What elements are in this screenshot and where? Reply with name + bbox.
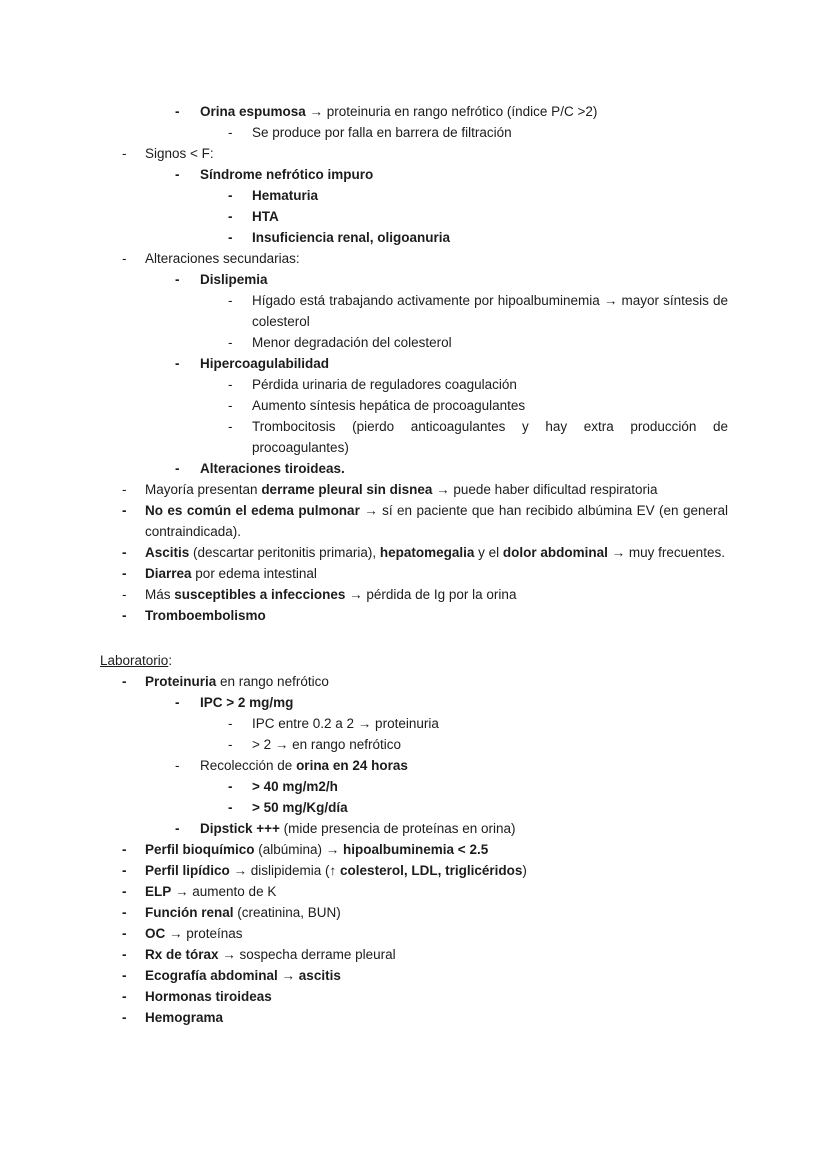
text-segment: Tromboembolismo — [145, 608, 266, 623]
blank-line — [100, 626, 728, 650]
bullet-dash: - — [122, 503, 127, 518]
text-segment: OC — [145, 926, 166, 941]
text-segment: > 50 mg/Kg/día — [252, 800, 348, 815]
text-segment: Aumento síntesis hepática de procoagulantes — [252, 398, 526, 413]
text-segment: Recolección de — [200, 758, 297, 773]
bullet-dash: - — [122, 863, 127, 878]
text-segment: IPC entre 0.2 a 2 → proteinuria — [252, 716, 439, 731]
text-segment: → pérdida de Ig por la orina — [345, 587, 517, 602]
bullet-dash: - — [175, 695, 180, 710]
list-item — [100, 542, 728, 563]
text-segment: (descartar peritonitis primaria), — [189, 545, 380, 560]
text-segment: orina en 24 horas — [296, 758, 408, 773]
bullet-dash: - — [228, 230, 233, 245]
list-item — [100, 923, 728, 944]
bullet-dash: - — [122, 884, 127, 899]
list-item — [100, 185, 728, 206]
list-item — [100, 101, 728, 122]
text-segment: Menor degradación del colesterol — [252, 335, 452, 350]
bullet-dash: - — [175, 461, 180, 476]
text-segment: : — [168, 653, 173, 668]
text-segment: Orina espumosa — [200, 104, 306, 119]
bullet-dash: - — [228, 188, 233, 203]
list-item — [100, 797, 728, 818]
bullet-dash: - — [228, 293, 233, 308]
list-item — [100, 986, 728, 1007]
document-body — [100, 101, 728, 1028]
list-item — [100, 269, 728, 290]
list-item — [100, 164, 728, 185]
bullet-dash: - — [175, 272, 180, 287]
list-item — [100, 248, 728, 269]
list-item — [100, 395, 728, 416]
list-item — [100, 290, 728, 332]
text-segment: → dislipidemia (↑ — [229, 863, 341, 878]
list-item — [100, 902, 728, 923]
bullet-dash: - — [175, 758, 180, 773]
text-segment: Pérdida urinaria de reguladores coagulación — [252, 377, 517, 392]
text-segment: Ascitis — [145, 545, 190, 560]
text-segment: → sospecha derrame pleural — [218, 947, 396, 962]
bullet-dash: - — [228, 398, 233, 413]
list-item — [100, 713, 728, 734]
bullet-dash: - — [122, 251, 127, 266]
list-item — [100, 671, 728, 692]
text-segment: (creatinina, BUN) — [233, 905, 341, 920]
list-item — [100, 479, 728, 500]
text-segment: Signos < F: — [145, 146, 214, 161]
text-segment: Más — [145, 587, 175, 602]
bullet-dash: - — [228, 716, 233, 731]
text-segment: → sí en paciente que han recibido albúmina EV (en general contraindicada). — [145, 503, 728, 539]
text-segment: Perfil bioquímico — [145, 842, 255, 857]
list-item — [100, 860, 728, 881]
bullet-dash: - — [122, 587, 127, 602]
text-segment: Se produce por falla en barrera de filtración — [252, 125, 512, 140]
bullet-dash: - — [122, 1010, 127, 1025]
bullet-dash: - — [175, 104, 180, 119]
text-segment: ELP — [145, 884, 172, 899]
list-item — [100, 734, 728, 755]
list-item — [100, 122, 728, 143]
text-segment: Síndrome nefrótico impuro — [200, 167, 374, 182]
text-segment: → proteinuria en rango nefrótico (índice P/C >2) — [305, 104, 598, 119]
bullet-dash: - — [228, 419, 233, 434]
bullet-dash: - — [122, 968, 127, 983]
bullet-dash: - — [228, 335, 233, 350]
text-segment: Alteraciones secundarias: — [145, 251, 300, 266]
bullet-dash: - — [122, 947, 127, 962]
text-segment: colesterol, LDL, triglicéridos — [340, 863, 523, 878]
text-segment: Insuficiencia renal, oligoanuria — [252, 230, 451, 245]
text-segment: IPC > 2 mg/mg — [200, 695, 294, 710]
text-segment: ) — [522, 863, 527, 878]
bullet-dash: - — [122, 545, 127, 560]
list-item — [100, 839, 728, 860]
text-segment: por edema intestinal — [191, 566, 317, 581]
bullet-dash: - — [122, 926, 127, 941]
list-item — [100, 374, 728, 395]
text-segment: Hemograma — [145, 1010, 224, 1025]
bullet-dash: - — [175, 167, 180, 182]
list-item — [100, 332, 728, 353]
text-segment: → muy frecuentes. — [607, 545, 725, 560]
bullet-dash: - — [228, 377, 233, 392]
text-segment: y el — [474, 545, 503, 560]
text-segment: → puede haber dificultad respiratoria — [432, 482, 658, 497]
text-segment: Alteraciones tiroideas. — [200, 461, 345, 476]
text-segment: (mide presencia de proteínas en orina) — [279, 821, 516, 836]
text-segment: susceptibles a infecciones — [174, 587, 346, 602]
list-item — [100, 881, 728, 902]
text-segment: Ecografía abdominal — [145, 968, 278, 983]
list-item — [100, 1007, 728, 1028]
text-segment: hipoalbuminemia < 2.5 — [343, 842, 489, 857]
list-item — [100, 500, 728, 542]
bullet-dash: - — [228, 779, 233, 794]
list-item — [100, 605, 728, 626]
text-segment: Hígado está trabajando activamente por hipoalbuminemia → mayor síntesis de colesterol — [252, 293, 728, 329]
bullet-dash: - — [122, 674, 127, 689]
text-segment: Función renal — [145, 905, 234, 920]
text-segment: dolor abdominal — [502, 545, 608, 560]
bullet-dash: - — [228, 125, 233, 140]
bullet-dash: - — [175, 821, 180, 836]
text-segment: Hormonas tiroideas — [145, 989, 272, 1004]
text-segment: → — [277, 968, 299, 983]
list-item — [100, 206, 728, 227]
text-segment: Dipstick +++ — [200, 821, 280, 836]
list-item — [100, 944, 728, 965]
list-item — [100, 818, 728, 839]
list-item — [100, 227, 728, 248]
text-segment: Dislipemia — [200, 272, 268, 287]
text-segment: hepatomegalia — [379, 545, 475, 560]
bullet-dash: - — [122, 905, 127, 920]
list-item — [100, 416, 728, 458]
text-segment: → aumento de K — [171, 884, 277, 899]
text-segment: Trombocitosis (pierdo anticoagulantes y hay extra producción de procoagulantes) — [252, 419, 728, 455]
list-item — [100, 563, 728, 584]
text-segment: > 40 mg/m2/h — [252, 779, 338, 794]
text-segment: Hipercoagulabilidad — [200, 356, 330, 371]
text-segment: Laboratorio — [100, 653, 169, 668]
list-item — [100, 776, 728, 797]
text-segment: No es común el edema pulmonar — [145, 503, 360, 518]
list-item — [100, 965, 728, 986]
bullet-dash: - — [228, 209, 233, 224]
text-segment: → proteínas — [165, 926, 243, 941]
text-segment: Diarrea — [145, 566, 192, 581]
text-segment: Mayoría presentan — [145, 482, 262, 497]
text-segment: Perfil lipídico — [145, 863, 230, 878]
bullet-dash: - — [228, 737, 233, 752]
text-segment: (albúmina) → — [254, 842, 344, 857]
bullet-dash: - — [175, 356, 180, 371]
text-segment: Hematuria — [252, 188, 319, 203]
text-segment: ascitis — [298, 968, 341, 983]
bullet-dash: - — [122, 842, 127, 857]
text-segment: derrame pleural sin disnea — [261, 482, 433, 497]
bullet-dash: - — [228, 800, 233, 815]
list-item — [100, 755, 728, 776]
list-item — [100, 692, 728, 713]
text-segment: Rx de tórax — [145, 947, 219, 962]
text-segment: en rango nefrótico — [216, 674, 329, 689]
list-item — [100, 353, 728, 374]
list-item — [100, 143, 728, 164]
bullet-dash: - — [122, 146, 127, 161]
text-segment: Proteinuria — [145, 674, 217, 689]
list-item — [100, 584, 728, 605]
list-item — [100, 458, 728, 479]
section-heading — [100, 650, 728, 671]
bullet-dash: - — [122, 482, 127, 497]
bullet-dash: - — [122, 566, 127, 581]
text-segment: HTA — [252, 209, 279, 224]
bullet-dash: - — [122, 608, 127, 623]
bullet-dash: - — [122, 989, 127, 1004]
text-segment: > 2 → en rango nefrótico — [252, 737, 401, 752]
